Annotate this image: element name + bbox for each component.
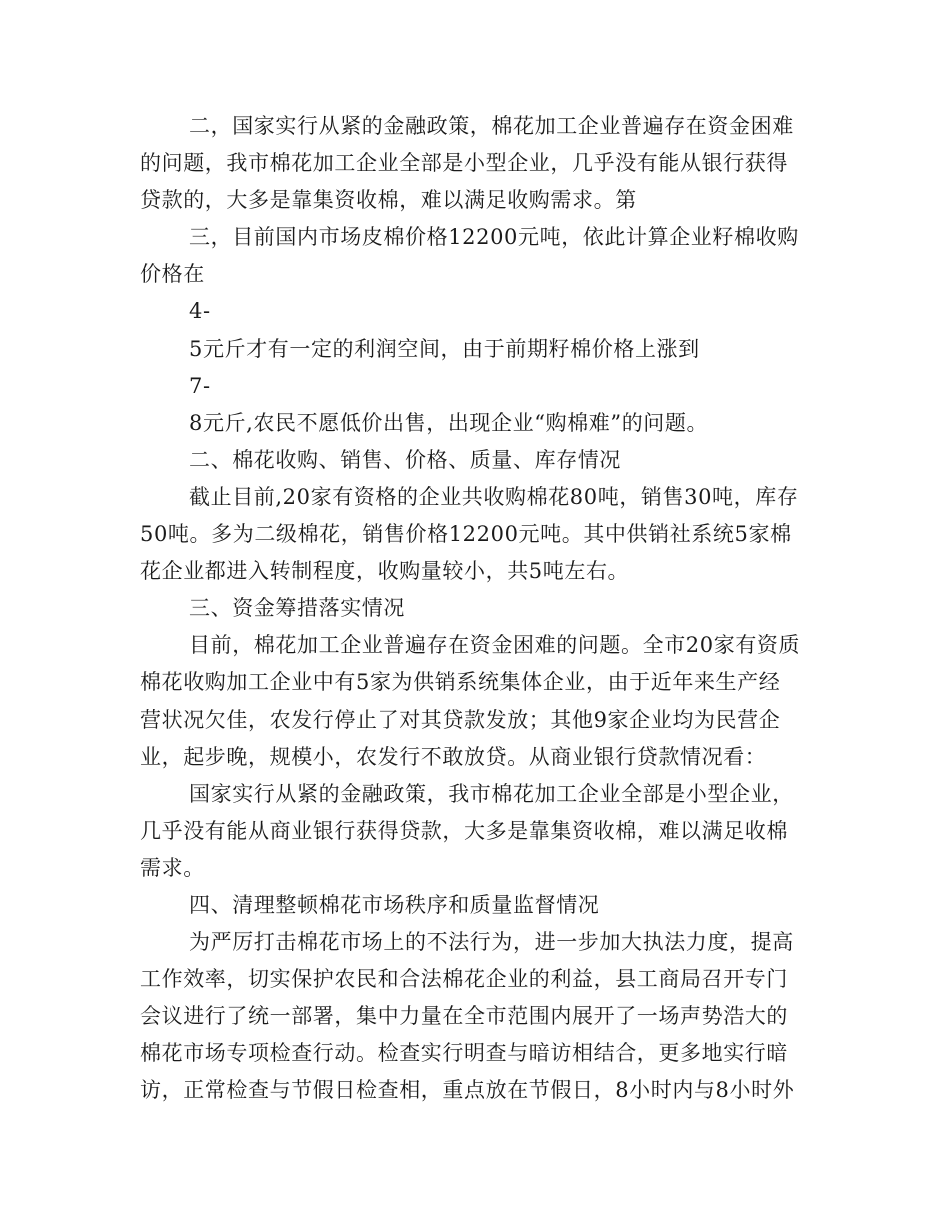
text-line-18: 业，起步晚，规模小，农发行不敢放贷。从商业银行贷款情况看： bbox=[140, 745, 767, 769]
text-line-16: 棉花收购加工企业中有5家为供销系统集体企业，由于近年来生产经 bbox=[140, 670, 781, 694]
text-line-19: 国家实行从紧的金融政策，我市棉花加工企业全部是小型企业， bbox=[189, 782, 794, 806]
text-line-24: 工作效率，切实保护农民和合法棉花企业的利益，县工商局召开专门 bbox=[140, 967, 788, 991]
text-line-12: 50吨。多为二级棉花，销售价格12200元吨。其中供销社系统5家棉 bbox=[140, 522, 792, 546]
text-line-11: 截止目前,20家有资格的企业共收购棉花80吨，销售30吨，库存 bbox=[189, 485, 799, 509]
text-line-23: 为严厉打击棉花市场上的不法行为，进一步加大执法力度，提高 bbox=[189, 930, 794, 954]
text-line-15: 目前，棉花加工企业普遍存在资金困难的问题。全市20家有资质 bbox=[189, 633, 801, 657]
text-line-6: 4- bbox=[189, 299, 211, 323]
text-line-27: 访，正常检查与节假日检查相，重点放在节假日，8小时内与8小时外 bbox=[140, 1078, 795, 1102]
text-line-20: 几乎没有能从商业银行获得贷款，大多是靠集资收棉，难以满足收棉 bbox=[140, 819, 788, 843]
text-line-7: 5元斤才有一定的利润空间，由于前期籽棉价格上涨到 bbox=[189, 337, 700, 361]
text-line-13: 花企业都进入转制程度，收购量较小，共5吨左右。 bbox=[140, 559, 630, 583]
text-line-5: 价格在 bbox=[140, 262, 205, 286]
text-line-3: 贷款的，大多是靠集资收棉，难以满足收购需求。第 bbox=[140, 188, 637, 212]
section-heading-2: 二、棉花收购、销售、价格、质量、库存情况 bbox=[189, 448, 621, 472]
text-line-25: 会议进行了统一部署，集中力量在全市范围内展开了一场声势浩大的 bbox=[140, 1004, 788, 1028]
text-line-26: 棉花市场专项检查行动。检查实行明查与暗访相结合，更多地实行暗 bbox=[140, 1041, 788, 1065]
text-line-21: 需求。 bbox=[140, 856, 205, 880]
text-line-17: 营状况欠佳，农发行停止了对其贷款发放；其他9家企业均为民营企 bbox=[140, 708, 781, 732]
text-line-1: 二，国家实行从紧的金融政策，棉花加工企业普遍存在资金困难 bbox=[189, 114, 794, 138]
text-line-8: 7- bbox=[189, 374, 211, 398]
section-heading-4: 四、清理整顿棉花市场秩序和质量监督情况 bbox=[189, 893, 600, 917]
text-line-2: 的问题，我市棉花加工企业全部是小型企业，几乎没有能从银行获得 bbox=[140, 151, 788, 175]
text-line-9: 8元斤,农民不愿低价出售，出现企业“购棉难”的问题。 bbox=[189, 411, 709, 435]
section-heading-3: 三、资金筹措落实情况 bbox=[189, 596, 405, 620]
text-line-4: 三，目前国内市场皮棉价格12200元吨，依此计算企业籽棉收购 bbox=[189, 225, 799, 249]
